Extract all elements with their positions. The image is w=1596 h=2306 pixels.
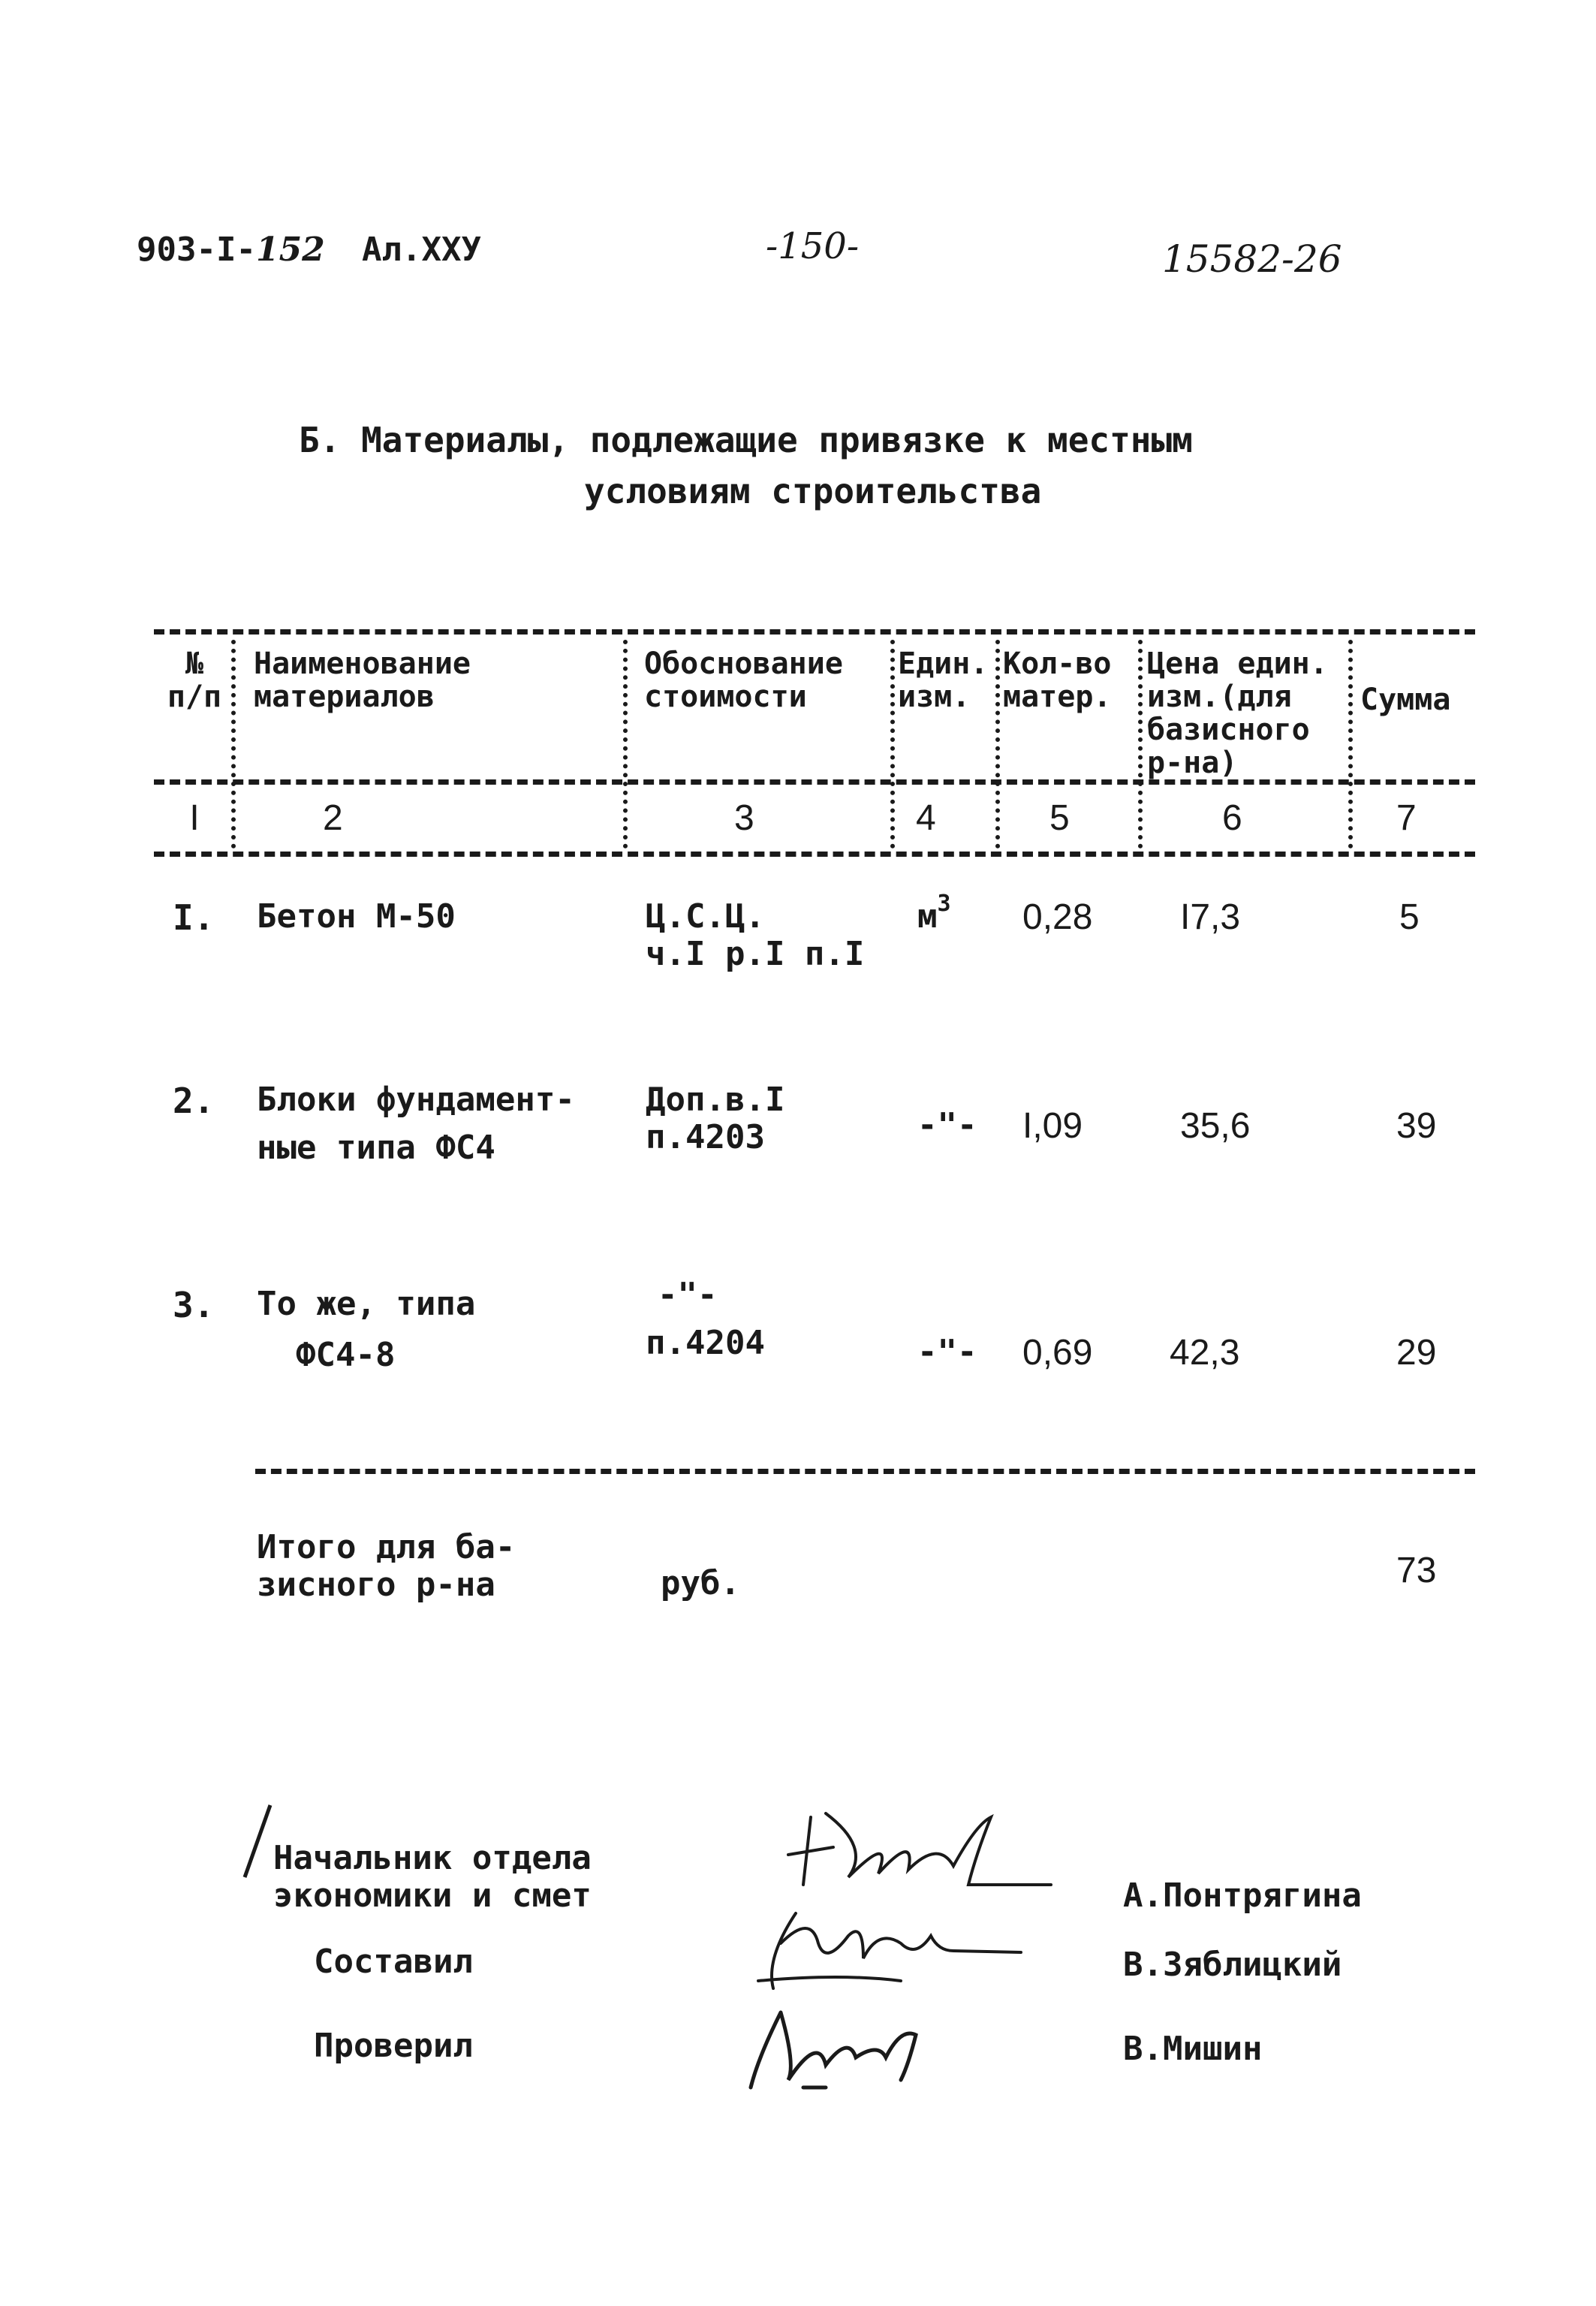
signer1-name: А.Понтрягина — [1123, 1876, 1362, 1915]
header-sum-line1: Сумма — [1360, 683, 1451, 717]
row1-unit — [917, 891, 951, 936]
col-separator — [231, 640, 236, 849]
row3-basis — [646, 1276, 765, 1362]
total-unit: руб. — [661, 1564, 740, 1602]
row2-basis-line2: п.4203 — [646, 1118, 765, 1156]
header-qty-line1: Кол-во — [1003, 647, 1112, 681]
col-number-2: 2 — [323, 798, 343, 838]
header-no-line1: № — [185, 647, 204, 681]
row2-sum: 39 — [1396, 1106, 1437, 1146]
signer2-role: Составил — [314, 1943, 473, 1981]
row3-qty: 0,69 — [1022, 1333, 1093, 1373]
signer1-role — [273, 1840, 592, 1915]
header-name — [254, 647, 471, 713]
col-number-6: 6 — [1222, 798, 1242, 838]
table-colnum-rule — [154, 852, 1475, 857]
row2-name — [257, 1081, 575, 1167]
header-qty — [1003, 647, 1112, 713]
row1-qty: 0,28 — [1022, 897, 1093, 937]
archive-number: 15582-26 — [1162, 237, 1342, 281]
header-price-line3: базисного — [1147, 713, 1310, 747]
row2-unit: -"- — [917, 1106, 977, 1144]
col-number-3: 3 — [734, 798, 754, 838]
row1-basis-line1: Ц.С.Ц. — [646, 897, 765, 936]
table-header-rule — [154, 779, 1475, 785]
header-unit-line2: изм. — [898, 680, 971, 714]
header-basis — [644, 647, 843, 713]
row2-no: 2. — [173, 1081, 215, 1121]
row3-name — [257, 1286, 475, 1374]
col-number-5: 5 — [1049, 798, 1070, 838]
total-label-line1: Итого для ба- — [257, 1528, 516, 1566]
header-price-line1: Цена един. — [1147, 647, 1328, 681]
col-number-7: 7 — [1396, 798, 1417, 838]
album-number: Ал.XXУ — [362, 231, 481, 269]
row3-name-line2: ФС4-8 — [296, 1336, 396, 1374]
col-separator — [995, 640, 1000, 849]
doc-code-handwritten: 152 — [255, 231, 325, 269]
row2-price: 35,6 — [1180, 1106, 1251, 1146]
row1-name: Бетон М-50 — [257, 897, 456, 936]
row1-price: I7,3 — [1180, 897, 1241, 937]
row1-basis-line2: ч.I р.I п.I — [646, 935, 865, 973]
header-name-line2: материалов — [254, 680, 435, 714]
table-top-rule — [154, 629, 1475, 635]
row2-qty: I,09 — [1022, 1106, 1083, 1146]
col-separator — [1138, 640, 1143, 849]
doc-code — [137, 231, 325, 269]
row1-no: I. — [173, 897, 215, 938]
total-label — [257, 1529, 515, 1604]
header-price-line2: изм.(для — [1147, 680, 1292, 714]
slash-mark — [234, 1802, 279, 1885]
row1-sum: 5 — [1399, 897, 1420, 937]
header-sum — [1360, 683, 1450, 716]
header-no — [161, 647, 228, 713]
total-label-line2: зисного р-на — [257, 1566, 495, 1604]
section-title-line2: условиям строительства — [584, 471, 1042, 511]
signer2-name: В.Зяблицкий — [1123, 1946, 1342, 1984]
header-qty-line2: матер. — [1003, 680, 1112, 714]
col-separator — [1348, 640, 1353, 849]
doc-code-printed: 903-I- — [137, 231, 256, 269]
row2-basis-line1: Доп.в.I — [646, 1081, 785, 1119]
row1-basis — [646, 898, 864, 973]
signer3-role: Проверил — [314, 2027, 473, 2065]
signature-3 — [736, 1990, 961, 2095]
signer1-role-line1: Начальник отдела — [273, 1839, 592, 1877]
row2-name-line2: ные типа ФС4 — [257, 1129, 495, 1167]
total-sum: 73 — [1396, 1551, 1437, 1590]
signature-2 — [751, 1898, 1036, 1996]
row2-basis — [646, 1081, 784, 1156]
header-name-line1: Наименование — [254, 647, 471, 681]
row3-name-line1: То же, типа — [257, 1285, 476, 1323]
row1-unit-exponent: 3 — [937, 891, 951, 918]
header-price — [1147, 647, 1328, 779]
row3-basis-line2: п.4204 — [646, 1324, 765, 1362]
page-number: -150- — [766, 225, 860, 267]
row3-basis-line1: -"- — [658, 1276, 718, 1314]
header-no-line2: п/п — [167, 680, 222, 714]
table-total-rule — [255, 1469, 1475, 1474]
header-unit-line1: Един. — [898, 647, 989, 681]
signature-1 — [781, 1802, 1066, 1900]
row3-unit: -"- — [917, 1333, 977, 1371]
col-number-4: 4 — [916, 798, 936, 838]
col-number-1: I — [189, 798, 200, 838]
row3-no: 3. — [173, 1285, 215, 1325]
row3-sum: 29 — [1396, 1333, 1437, 1373]
row1-unit-base: м — [917, 897, 938, 936]
header-unit — [898, 647, 988, 713]
col-separator — [623, 640, 628, 849]
section-title-line1: Б. Материалы, подлежащие привязке к местным — [299, 420, 1193, 460]
row3-price: 42,3 — [1170, 1333, 1240, 1373]
signer1-role-line2: экономики и смет — [273, 1876, 592, 1915]
row2-name-line1: Блоки фундамент- — [257, 1081, 575, 1119]
col-separator — [890, 640, 895, 849]
header-price-line4: р-на) — [1147, 746, 1238, 780]
header-basis-line1: Обоснование — [644, 647, 843, 681]
signer3-name: В.Мишин — [1123, 2030, 1263, 2068]
header-basis-line2: стоимости — [644, 680, 807, 714]
